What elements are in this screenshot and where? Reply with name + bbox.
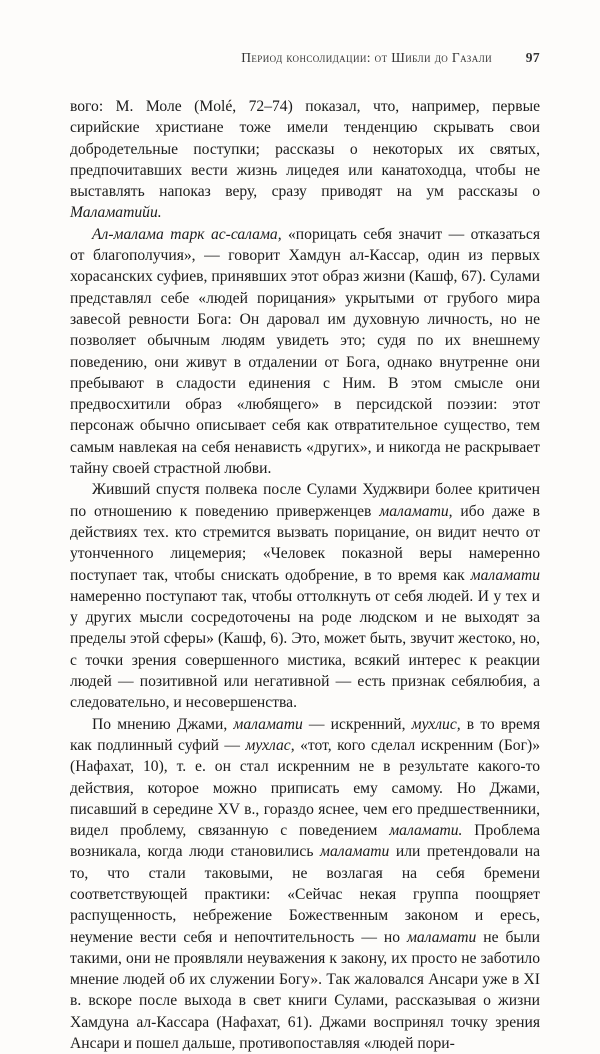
italic-term: маламати bbox=[406, 928, 477, 946]
text-segment: вого: М. Моле (Molé, 72–74) показал, что, например, первые сирийские христиане тоже имели тенденцию скрывать свои добродетельные поступки; рассказы о некоторых их святых, предпочитавших вести жизнь лицедея или канатоходца, чтобы не выставлять напоказ веру, сразу приводят на ум рассказы о bbox=[70, 98, 540, 201]
running-title: Период консолидации: от Шибли до Газали bbox=[241, 50, 492, 65]
italic-term: маламати bbox=[320, 843, 390, 861]
running-header bbox=[70, 50, 540, 72]
text-segment: в то время как подлинный суфий — bbox=[70, 715, 540, 754]
text-segment: или претендовали на то, что стали таковыми, не возлагая на себя бремени соответствующей практики: «Сейчас некая группа поощряет распущенность, небрежение Божественным законом и ересь, неумение вести себя и непочтительность — но bbox=[70, 843, 540, 946]
text-segment: Проблема возникала, когда люди становились bbox=[70, 822, 540, 861]
italic-term: Маламатийи. bbox=[70, 204, 162, 222]
text-segment: ибо даже в действиях тех. кто стремится вызвать порицание, он видит нечто от утонченного лицемерия; «Человек показной веры намеренно поступает так, чтобы снискать одобрение, в то время как bbox=[70, 502, 540, 584]
paragraph bbox=[70, 479, 540, 713]
text-segment: Живший спустя полвека после Сулами Худжвири более критичен по отношению к поведению приверженцев bbox=[70, 481, 540, 520]
italic-term: мухлас, bbox=[245, 736, 295, 754]
italic-term: маламати bbox=[470, 566, 540, 584]
italic-term: мухлис, bbox=[411, 715, 461, 733]
text-segment: «порицать себя значит — отказаться от благополучия», — говорит Хамдун ал-Кассар, один из первых хорасанских суфиев, принявших этот образ жизни (Кашф, 67). Сулами представлял себе «людей порицания» укрытыми от грубого мира завесой ревности Бога: Он даровал им духовную личность, но не позволяет обычным людям увидеть это; судя по их внешнему поведению, они живут в отдалении от Бога, однако внутренне они пребывают в сладости единения с Ним. В этом смысле они предвосхитили образ «любящего» в персидской поэзии: этот персонаж обычно описывает себя как отвратительное существо, тем самым навлекая на себя ненависть «других», и никогда не раскрывает тайну своей страстной любви. bbox=[70, 225, 540, 478]
text-segment: По мнению Джами, bbox=[92, 715, 234, 733]
italic-term: маламати. bbox=[389, 822, 463, 840]
text-segment: — искренний, bbox=[302, 715, 412, 733]
italic-term: маламати, bbox=[379, 502, 453, 520]
paragraph bbox=[70, 224, 540, 480]
paragraph bbox=[70, 714, 540, 1054]
page-number: 97 bbox=[525, 50, 540, 65]
text-segment: «тот, кого сделал искренним (Бог)» (Нафахат, 10), т. е. он стал искренним не в результате какого-то действия, которое можно приписать ему самому. Но Джами, писавший в середине XV в., гораздо яснее, чем его предшественники, видел проблему, связанную с поведением bbox=[70, 736, 540, 840]
italic-term: маламати bbox=[233, 715, 303, 733]
text-segment: намеренно поступают так, чтобы оттолкнуть от себя людей. И у тех и у других мысли сосредоточены на роде людском и не выходят за пределы этой сферы» (Кашф, 6). Это, может быть, звучит жестоко, но, с точки зрения совершенного мистика, всякий интерес к реакции людей — позитивной или негативной — есть признак себялюбия, а следовательно, и несовершенства. bbox=[70, 587, 540, 712]
paragraph bbox=[70, 96, 540, 224]
text-segment: не были такими, они не проявляли неуважения к закону, их просто не заботило мнение людей об их служении Богу». Так жаловался Ансари уже в XI в. вскоре после выхода в свет книги Сулами, рассказывая о жизни Хамдуна ал-Кассара (Нафахат, 61). Джами воспринял точку зрения Ансари и пошел дальше, противопоставляя «людей пори- bbox=[70, 928, 540, 1053]
body-text bbox=[70, 96, 540, 1054]
italic-term: Ал-малама тарк ас-салама, bbox=[92, 225, 282, 243]
